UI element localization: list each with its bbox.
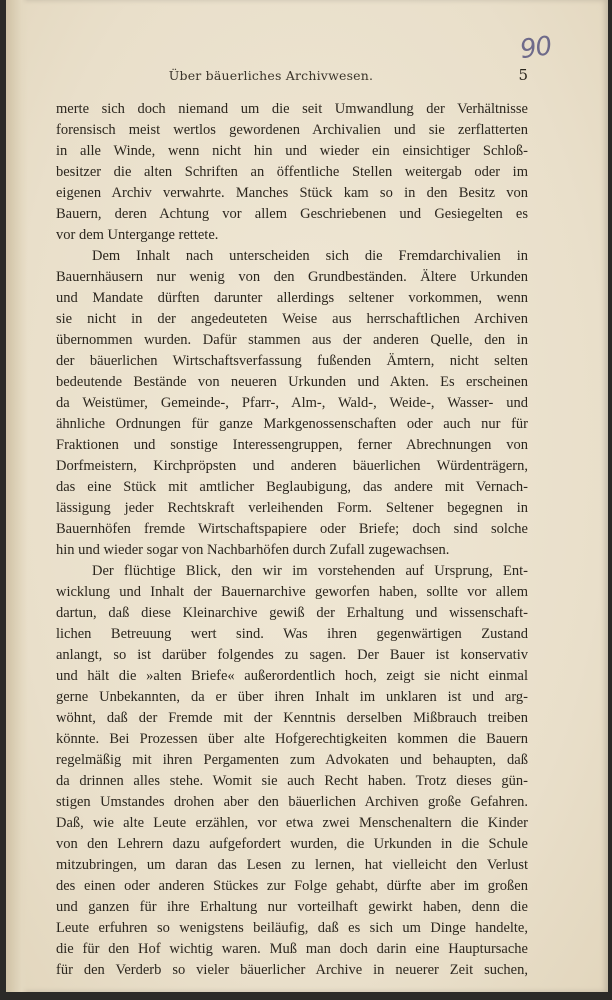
text-line: Bauernhäusern nur wenig von den Grundbeständen. Ältere Urkunden: [56, 269, 528, 285]
text-line: und hält die »alten Briefe« außerordentlich hoch, zeigt sie nicht einmal: [56, 668, 528, 684]
text-line: anlangt, so ist darüber folgendes zu sagen. Der Bauer ist konservativ: [56, 647, 528, 663]
text-line: und Mandate dürften darunter allerdings seltener vorkommen, wenn: [56, 290, 528, 306]
text-line: vor dem Untergange rettete.: [56, 227, 219, 243]
text-line: regelmäßig mit ihren Pergamenten zum Advokaten und behaupten, daß: [56, 752, 528, 768]
running-head: [56, 68, 528, 88]
text-line: Dem Inhalt nach unterscheiden sich die Fremdarchivalien in: [92, 248, 528, 264]
text-line: Bauern, deren Achtung vor allem Geschriebenen und Gesiegelten es: [56, 206, 528, 222]
text-line: stigen Umstandes drohen aber den bäuerlichen Archiven große Gefahren.: [56, 794, 528, 810]
text-line: hin und wieder sogar von Nachbarhöfen durch Zufall zugewachsen.: [56, 542, 450, 558]
text-line: und ganzen für ihre Erhaltung nur vorteilhaft gewirkt haben, denn die: [56, 899, 528, 915]
text-line: wicklung und Inhalt der Bauernarchive geworfen haben, sollte vor allem: [56, 584, 528, 600]
text-line: Dorfmeistern, Kirchpröpsten und anderen bäuerlichen Würdenträgern,: [56, 458, 528, 474]
running-head-title: Über bäuerliches Archivwesen.: [168, 68, 374, 83]
book-page: [6, 0, 608, 992]
text-line: forensisch meist wertlos gewordenen Archivalien und sie zerflatterten: [56, 122, 528, 138]
text-line: merte sich doch niemand um die seit Umwandlung der Verhältnisse: [56, 101, 528, 117]
text-line: da Weistümer, Gemeinde-, Pfarr-, Alm-, Wald-, Weide-, Wasser- und: [56, 395, 528, 411]
text-line: dartun, daß diese Kleinarchive gewiß der Erhaltung und wissenschaft-: [56, 605, 528, 621]
text-line: wöhnt, daß der Fremde mit der Kenntnis derselben Mißbrauch treiben: [56, 710, 528, 726]
text-line: sie nicht in der angedeuteten Weise aus herrschaftlichen Archiven: [56, 311, 528, 327]
text-line: das eine Stück mit amtlicher Beglaubigung, das andere mit Vernach-: [56, 479, 528, 495]
text-line: könnte. Bei Prozessen über alte Hofgerechtigkeiten kommen die Bauern: [56, 731, 528, 747]
text-line: in alle Winde, wenn nicht hin und wieder ein einsichtiger Schloß-: [56, 143, 528, 159]
text-line: bedeutende Bestände von neueren Urkunden und Akten. Es erscheinen: [56, 374, 528, 390]
text-line: des einen oder anderen Stückes zur Folge gehabt, dürfte aber im großen: [56, 878, 528, 894]
handwritten-folio-number: 90: [518, 31, 554, 66]
text-line: die für den Hof wichtig waren. Muß man doch darin eine Hauptursache: [56, 941, 528, 957]
text-line: Fraktionen und sonstige Interessengruppen, ferner Abrechnungen von: [56, 437, 528, 453]
text-line: Der flüchtige Blick, den wir im vorstehenden auf Ursprung, Ent-: [92, 563, 528, 579]
text-line: von den Lehrern dazu aufgefordert wurden, die Urkunden in die Schule: [56, 836, 528, 852]
text-line: lässigung jeder Rechtskraft verleihenden Form. Seltener begegnen in: [56, 500, 528, 516]
text-line: für den Verderb so vieler bäuerlicher Archive in neuerer Zeit suchen,: [56, 962, 528, 978]
text-line: ähnliche Ordnungen für ganze Markgenossenschaften oder auch nur für: [56, 416, 528, 432]
text-line: besitzer die alten Schriften an öffentliche Stellen weitergab oder im: [56, 164, 528, 180]
page-number: 5: [518, 66, 528, 84]
body-text: [56, 99, 528, 981]
text-line: der bäuerlichen Wirtschaftsverfassung fußenden Ämtern, nicht selten: [56, 353, 528, 369]
page-gutter-shadow: [6, 0, 28, 992]
text-line: Bauernhöfen fremde Wirtschaftspapiere oder Briefe; doch sind solche: [56, 521, 528, 537]
text-line: Leute erfuhren so wenigstens beiläufig, daß es sich um Dinge handelte,: [56, 920, 528, 936]
text-line: mitzubringen, um daran das Lesen zu lernen, hat vielleicht den Verlust: [56, 857, 528, 873]
text-line: gerne Unbekannten, da er über ihren Inhalt im unklaren ist und arg-: [56, 689, 528, 705]
text-line: da drinnen alles stehe. Womit sie auch Recht haben. Trotz dieses gün-: [56, 773, 528, 789]
text-line: Daß, wie alte Leute erzählen, vor etwa zwei Menschenaltern die Kinder: [56, 815, 528, 831]
text-line: eigenen Archiv verwahrte. Manches Stück kam so in den Besitz von: [56, 185, 528, 201]
text-line: lichen Betreuung wert sind. Was ihren gegenwärtigen Zustand: [56, 626, 528, 642]
text-line: übernommen wurden. Dafür stammen aus der anderen Quelle, den in: [56, 332, 528, 348]
